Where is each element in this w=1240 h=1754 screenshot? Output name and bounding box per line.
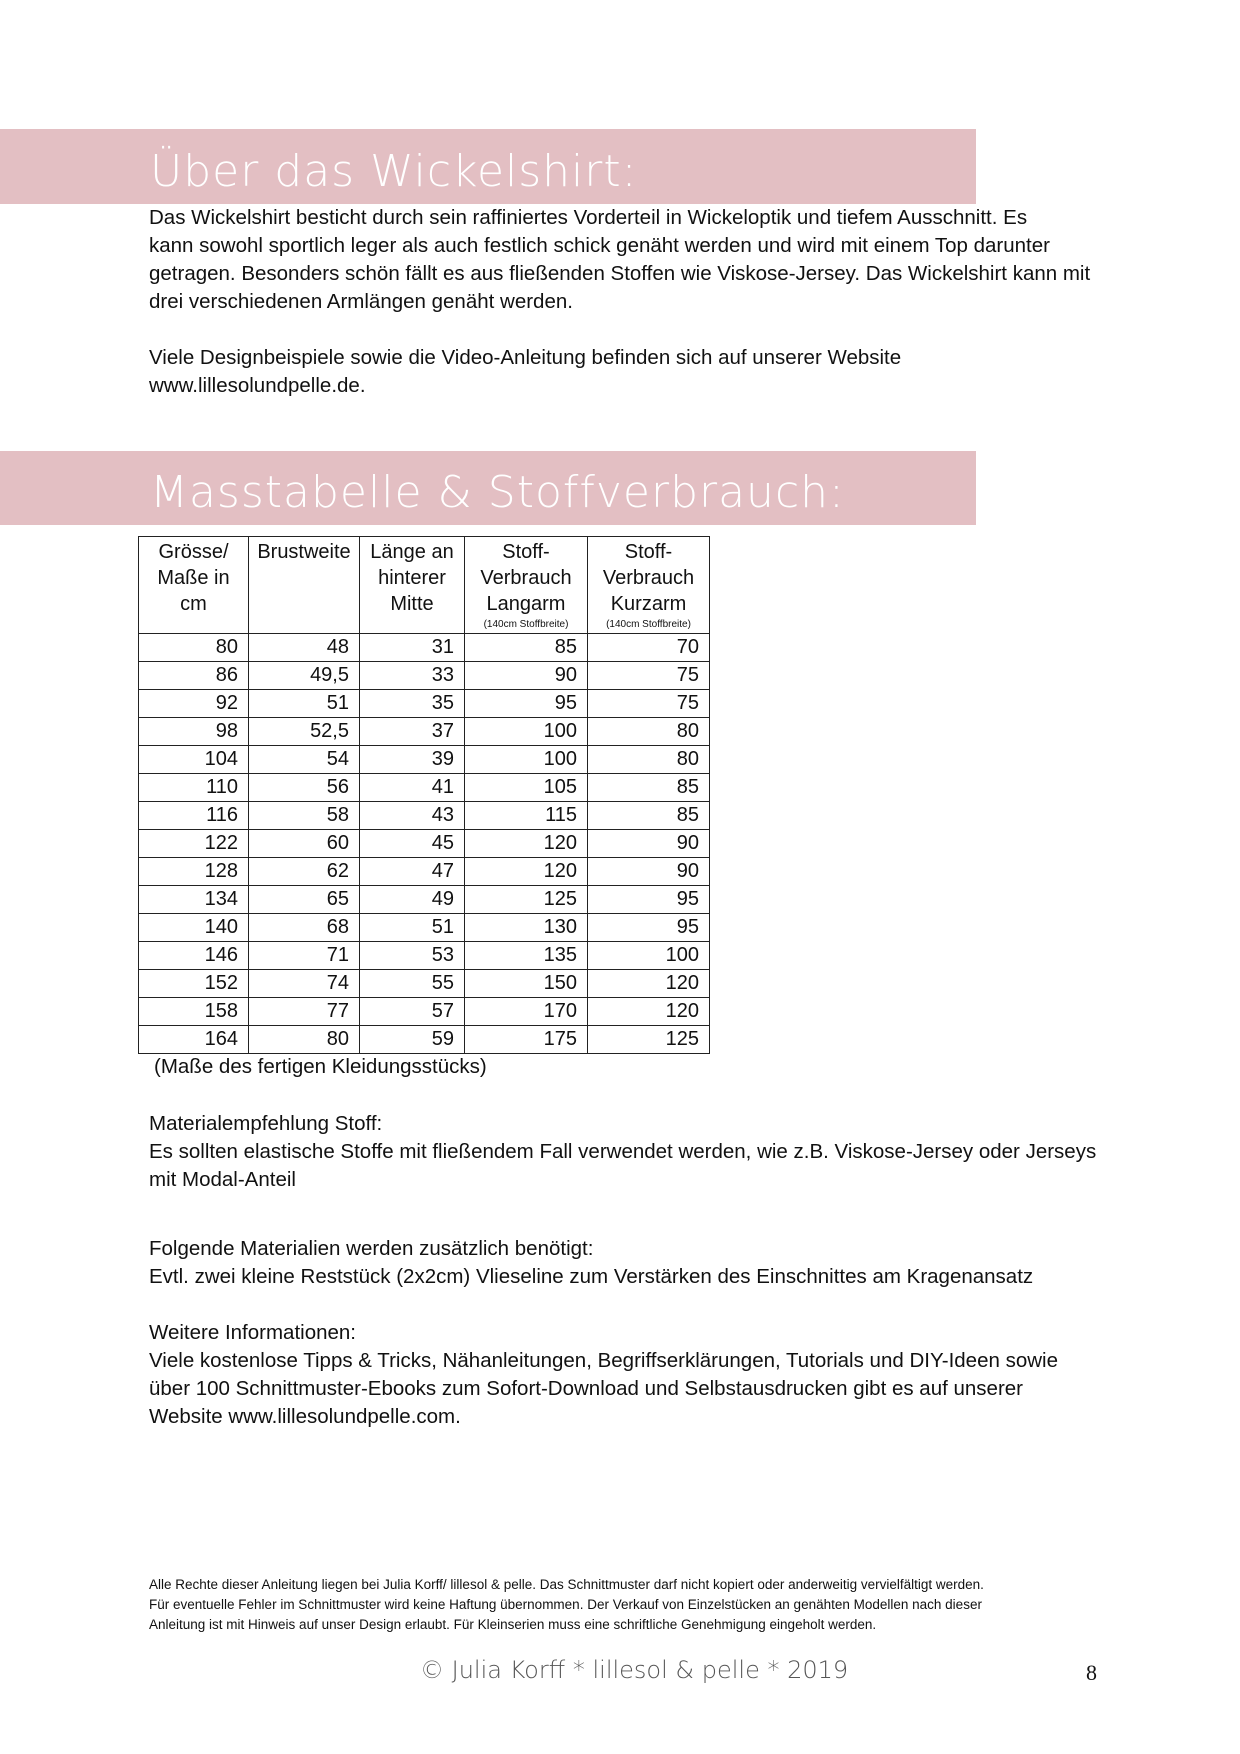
table-cell: 86 [139, 662, 249, 690]
text-line: drei verschiedenen Armlängen genäht werden. [149, 290, 573, 313]
additional-materials-heading: Folgende Materialien werden zusätzlich benötigt: [149, 1237, 594, 1260]
table-cell: 98 [139, 718, 249, 746]
table-cell: 47 [360, 858, 465, 886]
table-cell: 152 [139, 970, 249, 998]
text-line: über 100 Schnittmuster-Ebooks zum Sofort-Download und Selbstausdrucken gibt es auf unserer [149, 1377, 1024, 1400]
table-cell: 100 [588, 942, 710, 970]
table-row [139, 718, 710, 746]
table-cell: 41 [360, 774, 465, 802]
table-cell: 128 [139, 858, 249, 886]
table-cell: 31 [360, 634, 465, 662]
about-paragraph [149, 204, 1109, 316]
table-row [139, 970, 710, 998]
table-cell: 62 [249, 858, 360, 886]
table-cell: 125 [588, 1026, 710, 1054]
table-cell: 58 [249, 802, 360, 830]
table-cell: 130 [465, 914, 588, 942]
table-cell: 70 [588, 634, 710, 662]
table-row [139, 914, 710, 942]
table-row [139, 886, 710, 914]
table-cell: 120 [465, 858, 588, 886]
table-cell: 116 [139, 802, 249, 830]
table-cell: 175 [465, 1026, 588, 1054]
table-cell: 39 [360, 746, 465, 774]
table-cell: 56 [249, 774, 360, 802]
table-cell: 170 [465, 998, 588, 1026]
table-cell: 60 [249, 830, 360, 858]
table-cell: 115 [465, 802, 588, 830]
text-line: www.lillesolundpelle.de. [149, 374, 366, 397]
additional-materials-text [149, 1263, 1109, 1291]
table-cell: 134 [139, 886, 249, 914]
website-paragraph [149, 344, 1109, 400]
copyright-footer: © Julia Korff * lillesol & pelle * 2019 [420, 1656, 849, 1684]
fabric-width-note: (140cm Stoffbreite) [606, 619, 691, 630]
table-cell: 164 [139, 1026, 249, 1054]
table-cell: 104 [139, 746, 249, 774]
table-cell: 37 [360, 718, 465, 746]
table-row [139, 746, 710, 774]
table-row [139, 634, 710, 662]
table-cell: 43 [360, 802, 465, 830]
table-cell: 49,5 [249, 662, 360, 690]
header-fabric-long-sleeve: Stoff- Verbrauch Langarm (140cm Stoffbreite) [465, 537, 588, 634]
table-row [139, 774, 710, 802]
table-cell: 77 [249, 998, 360, 1026]
table-cell: 55 [360, 970, 465, 998]
table-cell: 49 [360, 886, 465, 914]
table-row [139, 662, 710, 690]
table-cell: 135 [465, 942, 588, 970]
table-cell: 90 [588, 830, 710, 858]
table-cell: 80 [588, 746, 710, 774]
text-line: Viele kostenlose Tipps & Tricks, Nähanleitungen, Begriffserklärungen, Tutorials und DIY-Ideen sowie [149, 1349, 1058, 1372]
text-line: Evtl. zwei kleine Reststück (2x2cm) Vlieseline zum Verstärken des Einschnittes am Kragenansatz [149, 1265, 1034, 1288]
page-number: 8 [1086, 1660, 1097, 1685]
table-cell: 100 [465, 718, 588, 746]
text-line: Viele Designbeispiele sowie die Video-Anleitung befinden sich auf unserer Website [149, 346, 902, 369]
table-cell: 90 [588, 858, 710, 886]
table-row [139, 1026, 710, 1054]
table-cell: 95 [465, 690, 588, 718]
section-title-about: Über das Wickelshirt: [150, 146, 638, 197]
table-row [139, 942, 710, 970]
text-line: mit Modal-Anteil [149, 1168, 296, 1191]
table-cell: 68 [249, 914, 360, 942]
text-line: Alle Rechte dieser Anleitung liegen bei Julia Korff/ lillesol & pelle. Das Schnittmuster darf nicht kopiert oder anderweitig vervielfältigt werden. [149, 1577, 984, 1592]
table-row [139, 690, 710, 718]
text-line: getragen. Besonders schön fällt es aus fließenden Stoffen wie Viskose-Jersey. Das Wickelshirt kann mit [149, 262, 1091, 285]
table-row [139, 802, 710, 830]
table-note: (Maße des fertigen Kleidungsstücks) [154, 1055, 487, 1078]
more-info-text [149, 1347, 1109, 1431]
table-header-row [139, 537, 710, 634]
header-chest-width: Brustweite [249, 537, 360, 634]
table-cell: 146 [139, 942, 249, 970]
table-cell: 85 [588, 802, 710, 830]
table-row [139, 858, 710, 886]
table-cell: 158 [139, 998, 249, 1026]
fabric-width-note: (140cm Stoffbreite) [483, 619, 569, 630]
table-cell: 48 [249, 634, 360, 662]
table-cell: 125 [465, 886, 588, 914]
table-cell: 120 [465, 830, 588, 858]
table-cell: 100 [465, 746, 588, 774]
table-cell: 74 [249, 970, 360, 998]
material-text [149, 1138, 1109, 1194]
material-heading: Materialempfehlung Stoff: [149, 1112, 383, 1135]
text-line: Website www.lillesolundpelle.com. [149, 1405, 461, 1428]
table-cell: 35 [360, 690, 465, 718]
header-size: Grösse/ Maße in cm [139, 537, 249, 634]
table-cell: 90 [465, 662, 588, 690]
text-line: kann sowohl sportlich leger als auch festlich schick genäht werden und wird mit einem Top darunter [149, 234, 1050, 257]
table-cell: 95 [588, 886, 710, 914]
table-cell: 53 [360, 942, 465, 970]
table-cell: 85 [588, 774, 710, 802]
table-cell: 57 [360, 998, 465, 1026]
table-cell: 71 [249, 942, 360, 970]
table-cell: 75 [588, 690, 710, 718]
table-cell: 120 [588, 998, 710, 1026]
table-cell: 80 [249, 1026, 360, 1054]
table-cell: 95 [588, 914, 710, 942]
table-cell: 140 [139, 914, 249, 942]
table-cell: 33 [360, 662, 465, 690]
table-cell: 150 [465, 970, 588, 998]
table-cell: 105 [465, 774, 588, 802]
header-fabric-short-sleeve: Stoff- Verbrauch Kurzarm (140cm Stoffbreite) [588, 537, 710, 634]
table-cell: 110 [139, 774, 249, 802]
table-body [139, 634, 710, 1054]
table-cell: 80 [139, 634, 249, 662]
table-row [139, 998, 710, 1026]
table-cell: 52,5 [249, 718, 360, 746]
table-cell: 120 [588, 970, 710, 998]
table-cell: 75 [588, 662, 710, 690]
table-cell: 122 [139, 830, 249, 858]
table-cell: 54 [249, 746, 360, 774]
text-line: Für eventuelle Fehler im Schnittmuster wird keine Haftung übernommen. Der Verkauf von Einzelstücken an genähten Modellen nach dieser [149, 1597, 982, 1612]
table-cell: 51 [249, 690, 360, 718]
table-cell: 85 [465, 634, 588, 662]
section-title-size-chart: Masstabelle & Stoffverbrauch: [150, 467, 845, 518]
table-row [139, 830, 710, 858]
text-line: Es sollten elastische Stoffe mit fließendem Fall verwendet werden, wie z.B. Viskose-Jersey oder Jerseys [149, 1140, 1097, 1163]
more-info-heading: Weitere Informationen: [149, 1321, 357, 1344]
table-cell: 51 [360, 914, 465, 942]
table-cell: 45 [360, 830, 465, 858]
table-cell: 92 [139, 690, 249, 718]
legal-notice [149, 1575, 1129, 1635]
size-table [138, 536, 710, 1054]
table-cell: 65 [249, 886, 360, 914]
header-back-length: Länge an hinterer Mitte [360, 537, 465, 634]
text-line: Das Wickelshirt besticht durch sein raffiniertes Vorderteil in Wickeloptik und tiefem Ausschnitt. Es [149, 206, 1028, 229]
table-cell: 59 [360, 1026, 465, 1054]
table-cell: 80 [588, 718, 710, 746]
text-line: Anleitung ist mit Hinweis auf unser Design erlaubt. Für Kleinserien muss eine schriftliche Genehmigung eingeholt werden. [149, 1617, 877, 1632]
